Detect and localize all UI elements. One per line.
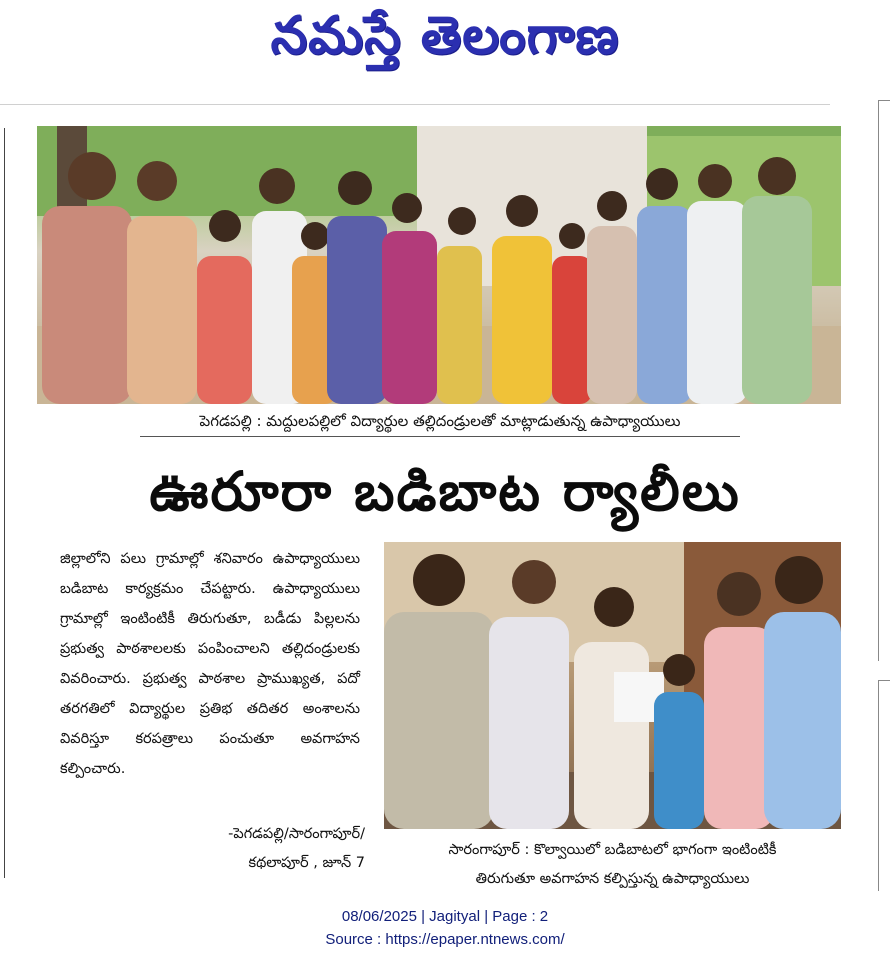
article-byline	[180, 820, 365, 878]
article-body	[60, 544, 360, 784]
photo2-illustration	[384, 542, 841, 829]
byline-line-2: కథలాపూర్ , జూన్ 7	[248, 855, 365, 871]
masthead-title: నమస్తే తెలంగాణ	[270, 6, 620, 66]
article-headline: ఊరూరా బడిబాట ర్యాలీలు	[149, 460, 741, 523]
photo2-caption-line-1: సారంగాపూర్ : కొల్వాయిలో బడిబాటలో భాగంగా ఇంటింటికీ	[448, 842, 777, 858]
footer-source-link[interactable]: Source : https://epaper.ntnews.com/	[325, 931, 565, 948]
adjacent-column-box-top	[878, 100, 890, 661]
article-body-paragraph: జిల్లాలోని పలు గ్రామాల్లో శనివారం ఉపాధ్యాయులు బడిబాట కార్యక్రమం చేపట్టారు. ఉపాధ్యాయులు గ్రామాల్లో ఇంటింటికీ తిరుగుతూ, బడీడు పిల్లలను ప్రభుత్వ పాఠశాలలకు పంపించాలని తల్లిదండ్రులకు వివరించారు. ప్రభుత్వ పాఠశాల ప్రాముఖ్యత, పదో తరగతిలో విద్యార్థుల ప్రతిభ తదితర అంశాలను వివరిస్తూ కరపత్రాలు పంచుతూ అవగాహన కల్పించారు.	[60, 551, 360, 777]
left-column-edge	[4, 128, 5, 878]
byline-line-1: -పెగడపల్లి/సారంగాపూర్/	[228, 826, 365, 842]
footer-date-edition: 08/06/2025 | Jagityal | Page : 2	[341, 908, 549, 925]
masthead	[0, 0, 890, 78]
article-photo-parents-meeting	[37, 126, 841, 404]
adjacent-column-box-bottom	[878, 680, 890, 891]
photo1-illustration	[37, 126, 841, 404]
photo2-caption	[384, 836, 841, 894]
page-footer	[0, 905, 890, 951]
photo1-caption: పెగడపల్లి : మద్దులపల్లిలో విద్యార్థుల తల్లిదండ్రులతో మాట్లాడుతున్న ఉపాధ్యాయులు	[140, 408, 740, 437]
article-photo-door-to-door	[384, 542, 841, 829]
photo2-caption-line-2: తిరుగుతూ అవగాహన కల్పిస్తున్న ఉపాధ్యాయులు	[475, 871, 750, 887]
top-divider	[0, 104, 830, 105]
